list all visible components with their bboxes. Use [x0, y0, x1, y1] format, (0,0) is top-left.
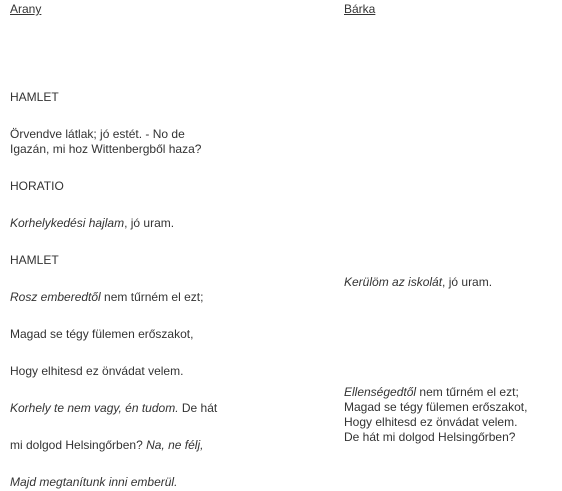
left-line-5: Hogy elhitesd ez önvádat velem.	[10, 364, 184, 378]
left-line-2-rest: , jó uram.	[124, 216, 175, 230]
left-line-6-italic: Korhely te nem vagy, én tudom.	[10, 401, 179, 415]
right-line-4: Hogy elhitesd ez önvádat velem.	[344, 415, 518, 429]
left-line-3	[10, 290, 203, 305]
left-line-4: Magad se tégy fülemen erőszakot,	[10, 327, 194, 341]
right-line-2-rest: nem tűrném el ezt;	[416, 385, 519, 399]
right-line-3: Magad se tégy fülemen erőszakot,	[344, 400, 528, 414]
left-line-6	[10, 401, 217, 416]
right-line-5: De hát mi dolgod Helsingőrben?	[344, 430, 516, 444]
speaker-hamlet-1: HAMLET	[10, 90, 59, 104]
left-line-3-rest: nem tűrném el ezt;	[100, 290, 204, 304]
column-header-barka[interactable]: Bárka	[344, 2, 376, 16]
speaker-hamlet-2: HAMLET	[10, 253, 59, 267]
left-line-1a: Örvendve látlak; jó estét. - No de	[10, 127, 185, 141]
left-line-6-rest: De hát	[178, 401, 218, 415]
left-line-2	[10, 216, 174, 231]
left-line-1b: Igazán, mi hoz Wittenbergből haza?	[10, 142, 202, 156]
left-line-7	[10, 438, 203, 453]
right-line-1-rest: , jó uram.	[442, 275, 493, 289]
left-line-8	[10, 475, 177, 490]
left-line-7-plain: mi dolgod Helsingőrben?	[10, 438, 147, 452]
right-line-2-italic: Ellenségedtől	[344, 385, 417, 399]
right-line-1-italic: Kerülöm az iskolát	[344, 275, 443, 289]
right-line-1	[344, 275, 492, 290]
column-header-arany[interactable]: Arany	[10, 2, 42, 16]
left-line-2-italic: Korhelykedési hajlam	[10, 216, 125, 230]
left-line-7-italic: Na, ne félj,	[146, 438, 204, 452]
speaker-horatio: HORATIO	[10, 179, 64, 193]
left-line-3-italic: Rosz emberedtől	[10, 290, 101, 304]
left-line-8-italic: Majd megtanítunk inni emberül.	[10, 475, 178, 489]
right-line-2	[344, 385, 519, 400]
